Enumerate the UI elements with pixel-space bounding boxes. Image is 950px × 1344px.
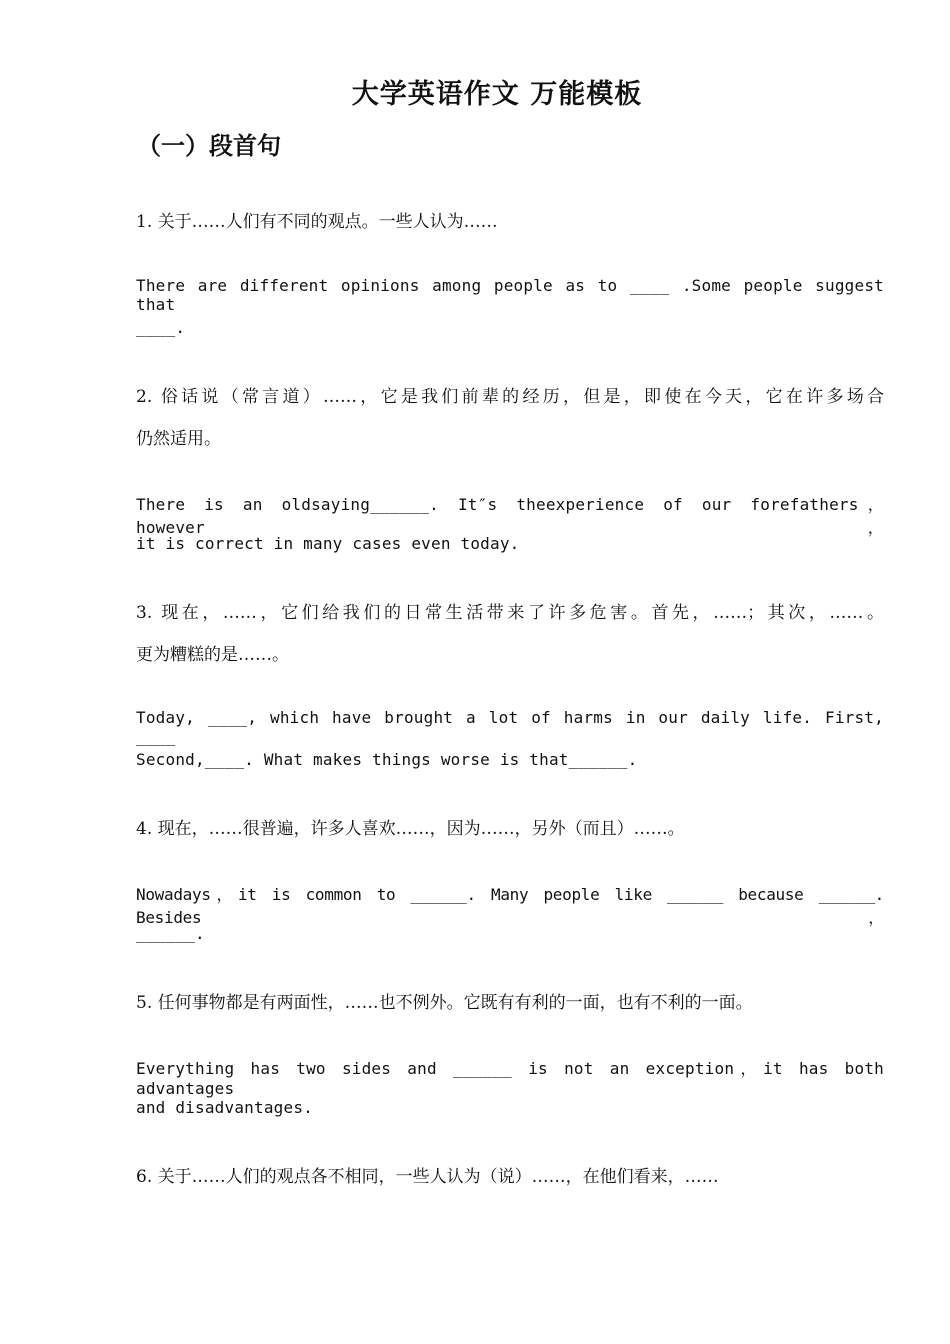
document-title: 大学英语作文 万能模板 [351, 79, 643, 110]
section-heading: （一）段首句 [137, 132, 281, 160]
item-2-chinese-line-2: 仍然适用。 [136, 429, 221, 449]
item-2-english-line-2: it is correct in many cases even today. [136, 534, 520, 553]
item-3-english-line-2: Second,____. What makes things worse is that______. [136, 750, 638, 769]
item-5-chinese-line-1: 5. 任何事物都是有两面性，……也不例外。它既有有利的一面，也有不利的一面。 [136, 993, 753, 1013]
item-5-english-line-2: and disadvantages. [136, 1098, 313, 1117]
item-4-chinese-line-1: 4. 现在，……很普遍，许多人喜欢……，因为……，另外（而且）……。 [136, 819, 685, 839]
item-1-chinese-line-1: 1. 关于……人们有不同的观点。一些人认为…… [136, 212, 498, 232]
item-3-english-line-1: Today, ____, which have brought a lot of harms in our daily life. First, ____ [136, 708, 884, 746]
item-2-english-line-1: There is an oldsaying______. It″s theexperience of our forefathers，however， [136, 495, 884, 537]
item-6-chinese-line-1: 6. 关于……人们的观点各不相同，一些人认为（说）……，在他们看来，…… [136, 1167, 719, 1187]
item-4-english-line-2: ______. [136, 924, 205, 943]
item-3-chinese-line-2: 更为糟糕的是……。 [136, 645, 289, 665]
item-1-english-line-1: There are different opinions among people as to ____ .Some people suggest that [136, 276, 884, 314]
item-4-english-line-1: Nowadays，it is common to ______. Many people like ______ because ______. Besides， [136, 885, 884, 927]
item-5-english-line-1: Everything has two sides and ______ is not an exception，it has both advantages [136, 1059, 884, 1098]
item-1-english-line-2: ____. [136, 318, 186, 337]
item-2-chinese-line-1: 2. 俗话说（常言道）……，它是我们前辈的经历，但是，即使在今天，它在许多场合 [136, 387, 884, 407]
item-3-chinese-line-1: 3. 现在，……，它们给我们的日常生活带来了许多危害。首先，……；其次，……。 [136, 603, 884, 623]
